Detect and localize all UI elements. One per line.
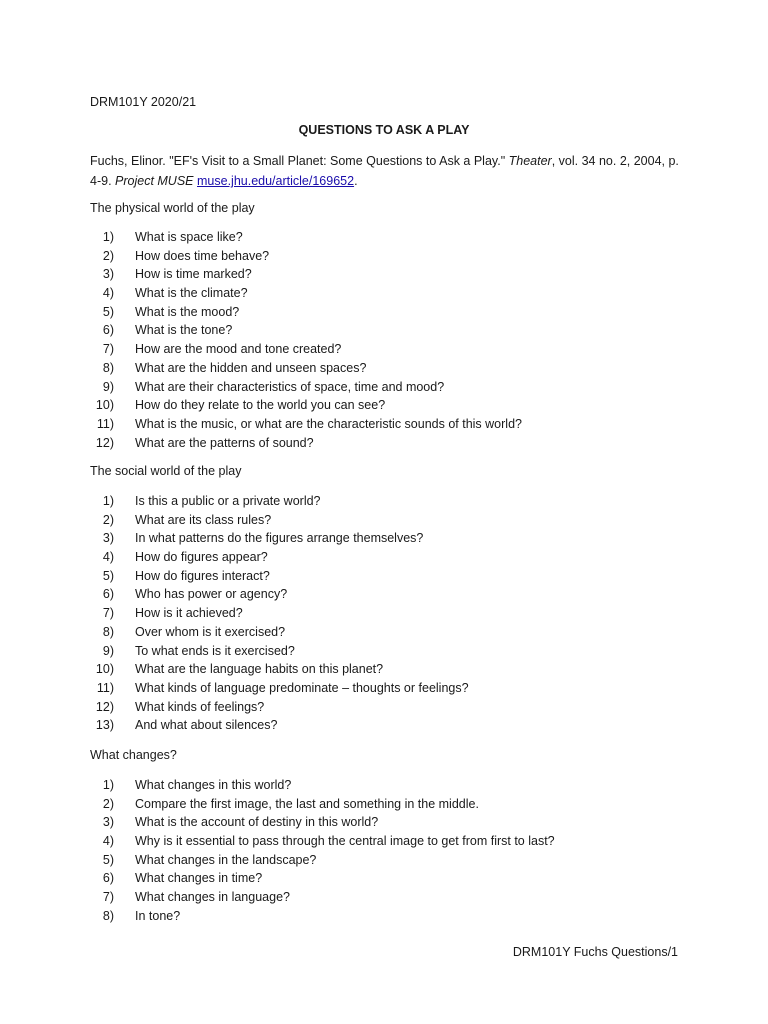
list-item-text: What is the climate? <box>135 286 248 301</box>
list-item <box>90 698 265 717</box>
list-item <box>90 415 522 434</box>
list-item-text: What is the music, or what are the characteristic sounds of this world? <box>135 416 522 431</box>
list-item-text: What changes in the landscape? <box>135 852 317 867</box>
list-item-text: What is the tone? <box>135 323 233 338</box>
list-item-text: What is the mood? <box>135 304 240 319</box>
list-item-number: 8) <box>102 908 114 923</box>
list-item-text: What changes in this world? <box>135 778 292 792</box>
list-item-text: Why is it essential to pass through the central image to get from first to last? <box>135 834 555 849</box>
list-item-text: What are the hidden and unseen spaces? <box>135 360 367 375</box>
list-item-number: 3) <box>102 531 114 546</box>
list-item-number: 9) <box>102 379 114 394</box>
list-item <box>90 434 314 453</box>
list-item <box>90 679 469 698</box>
list-item <box>90 776 292 795</box>
list-item <box>90 492 321 511</box>
list-item <box>90 284 248 303</box>
list-item <box>90 340 342 359</box>
list-item-number: 3) <box>102 267 114 282</box>
list-item-text: What kinds of language predominate – thoughts or feelings? <box>135 680 469 695</box>
list-item-number: 7) <box>102 890 114 905</box>
list-item <box>90 623 286 642</box>
list-item-text: What are the language habits on this planet? <box>135 662 384 677</box>
list-item-number: 11) <box>96 416 114 431</box>
list-item <box>90 359 367 378</box>
page-footer: DRM101Y Fuchs Questions/1 <box>512 945 678 959</box>
list-item-number: 3) <box>102 815 114 830</box>
list-item-number: 7) <box>102 606 114 621</box>
list-item-number: 2) <box>102 512 114 527</box>
list-item-text: How is it achieved? <box>135 606 243 621</box>
list-item-text: What are the patterns of sound? <box>135 435 314 450</box>
list-item <box>90 247 270 266</box>
citation-text: Fuchs, Elinor. "EF's Visit to a Small Planet: Some Questions to Ask a Play." <box>90 154 509 168</box>
citation-journal: Theater <box>508 154 552 168</box>
list-item-text: How do they relate to the world you can see? <box>135 398 386 413</box>
list-item-number: 8) <box>102 360 114 375</box>
list-item-text: How do figures appear? <box>135 550 268 565</box>
list-item-number: 4) <box>102 286 114 301</box>
list-item-text: What are its class rules? <box>135 512 272 527</box>
list-item-text: Over whom is it exercised? <box>135 624 286 639</box>
list-item-number: 8) <box>102 624 114 639</box>
citation <box>90 151 690 191</box>
course-header: DRM101Y 2020/21 <box>90 95 197 109</box>
list-item-text: What is space like? <box>135 230 243 244</box>
list-item <box>90 660 384 679</box>
list-item-number: 12) <box>95 435 114 450</box>
list-item-number: 5) <box>102 304 114 319</box>
list-item-number: 2) <box>102 796 114 811</box>
list-item-number: 13) <box>95 718 114 733</box>
citation-link[interactable]: muse.jhu.edu/article/169652 <box>197 174 355 188</box>
question-list-what-changes <box>90 776 555 926</box>
list-item-number: 12) <box>95 699 114 714</box>
list-item-number: 2) <box>102 248 114 263</box>
list-item-number: 1) <box>102 230 114 244</box>
list-item-number: 1) <box>102 494 114 508</box>
list-item-text: In what patterns do the figures arrange themselves? <box>135 531 424 546</box>
list-item-text: Is this a public or a private world? <box>135 494 321 508</box>
list-item-text: Who has power or agency? <box>135 587 288 602</box>
section-heading-social-world: The social world of the play <box>90 464 242 478</box>
section-heading-physical-world: The physical world of the play <box>90 201 255 215</box>
list-item <box>90 321 233 340</box>
list-item-number: 11) <box>96 680 114 695</box>
list-item <box>90 795 479 814</box>
list-item-number: 10) <box>95 398 114 413</box>
list-item <box>90 907 181 926</box>
list-item <box>90 548 268 567</box>
list-item-number: 5) <box>102 568 114 583</box>
list-item-text: What changes in time? <box>135 871 263 886</box>
list-item <box>90 378 445 397</box>
question-list-physical-world <box>90 228 522 452</box>
list-item-text: What are their characteristics of space, time and mood? <box>135 379 445 394</box>
list-item-text: What changes in language? <box>135 890 290 905</box>
list-item-text: How do figures interact? <box>135 568 270 583</box>
list-item-number: 6) <box>102 871 114 886</box>
list-item-number: 10) <box>95 662 114 677</box>
list-item <box>90 396 386 415</box>
list-item <box>90 604 243 623</box>
list-item-number: 4) <box>102 834 114 849</box>
list-item-text: To what ends is it exercised? <box>135 643 295 658</box>
list-item <box>90 813 379 832</box>
list-item-number: 5) <box>102 852 114 867</box>
section-heading-what-changes: What changes? <box>90 748 177 762</box>
list-item-text: What is the account of destiny in this world? <box>135 815 379 830</box>
list-item-number: 4) <box>102 550 114 565</box>
list-item <box>90 869 263 888</box>
list-item <box>90 585 288 604</box>
list-item-number: 6) <box>102 323 114 338</box>
list-item-text: Compare the first image, the last and something in the middle. <box>135 796 479 811</box>
list-item-number: 7) <box>102 342 114 357</box>
citation-end: . <box>354 174 358 188</box>
list-item-text: What kinds of feelings? <box>135 699 265 714</box>
list-item <box>90 265 252 284</box>
list-item <box>90 511 272 530</box>
citation-details: , vol. 34 no. 2, 2004, p. 4-9. <box>90 154 679 188</box>
list-item-text: How does time behave? <box>135 248 270 263</box>
list-item-text: How are the mood and tone created? <box>135 342 342 357</box>
list-item <box>90 529 424 548</box>
list-item <box>90 228 243 247</box>
list-item-number: 6) <box>102 587 114 602</box>
list-item <box>90 851 317 870</box>
question-list-social-world <box>90 492 469 735</box>
list-item <box>90 303 240 322</box>
list-item-text: In tone? <box>135 908 181 923</box>
list-item-text: How is time marked? <box>135 267 252 282</box>
citation-database: Project MUSE <box>115 174 194 188</box>
list-item <box>90 888 290 907</box>
list-item <box>90 716 278 735</box>
list-item-number: 9) <box>102 643 114 658</box>
list-item-number: 1) <box>102 778 114 792</box>
page-title: QUESTIONS TO ASK A PLAY <box>298 123 470 137</box>
list-item-text: And what about silences? <box>135 718 278 733</box>
list-item <box>90 832 555 851</box>
list-item <box>90 567 270 586</box>
list-item <box>90 642 295 661</box>
